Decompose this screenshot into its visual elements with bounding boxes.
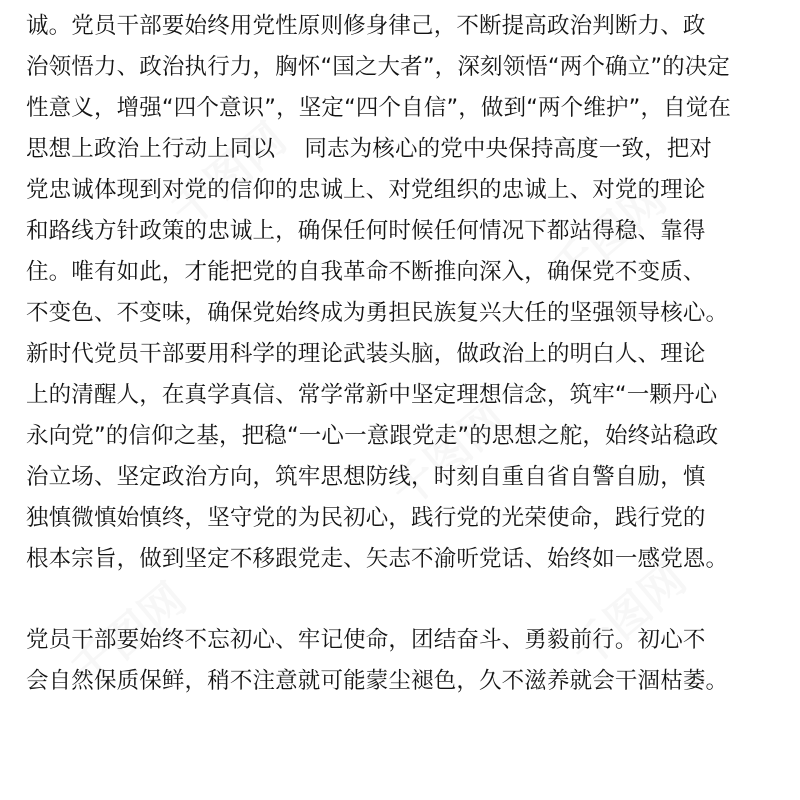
- text-line: 会自然保质保鲜，稍不注意就可能蒙尘褪色，久不滋养就会干涸枯萎。: [26, 668, 729, 694]
- text-line: 上的清醒人，在真学真信、常学常新中坚定理想信念，筑牢“一颗丹心: [26, 382, 718, 408]
- text-line: 诚。党员干部要始终用党性原则修身律己，不断提高政治判断力、政: [26, 13, 706, 39]
- text-line: 性意义，增强“四个意识”，坚定“四个自信”，做到“两个维护”，自觉在: [26, 95, 732, 121]
- text-line: 思想上政治上行动上同以 同志为核心的党中央保持高度一致，把对: [26, 136, 713, 162]
- text-line: 党员干部要始终不忘初心、牢记使命，团结奋斗、勇毅前行。初心不: [26, 627, 706, 653]
- text-line: 独慎微慎始慎终，坚守党的为民初心，践行党的光荣使命，践行党的: [26, 505, 706, 531]
- text-line: 永向党”的信仰之基，把稳“一心一意跟党走”的思想之舵，始终站稳政: [26, 423, 719, 449]
- text-line: 治领悟力、政治执行力，胸怀“国之大者”，深刻领悟“两个确立”的决定: [26, 54, 731, 80]
- watermark: 千图网: [61, 573, 196, 698]
- text-line: 治立场、坚定政治方向，筑牢思想防线，时刻自重自省自警自励，慎: [26, 464, 706, 490]
- watermark: 千图网: [541, 173, 676, 298]
- text-line: 新时代党员干部要用科学的理论武装头脑，做政治上的明白人、理论: [26, 341, 706, 367]
- text-line: 根本宗旨，做到坚定不移跟党走、矢志不渝听党话、始终如一感党恩。: [26, 546, 729, 572]
- watermark: 千图网: [161, 113, 296, 238]
- text-line: 和路线方针政策的忠诚上，确保任何时候任何情况下都站得稳、靠得: [26, 218, 706, 244]
- text-line: 住。唯有如此，才能把党的自我革命不断推向深入，确保党不变质、: [26, 259, 706, 285]
- watermark: 千图网: [561, 553, 696, 678]
- text-line: 党忠诚体现到对党的信仰的忠诚上、对党组织的忠诚上、对党的理论: [26, 177, 706, 203]
- watermark: 千图网: [381, 393, 516, 518]
- text-line: 不变色、不变味，确保党始终成为勇担民族复兴大任的坚强领导核心。: [26, 300, 729, 326]
